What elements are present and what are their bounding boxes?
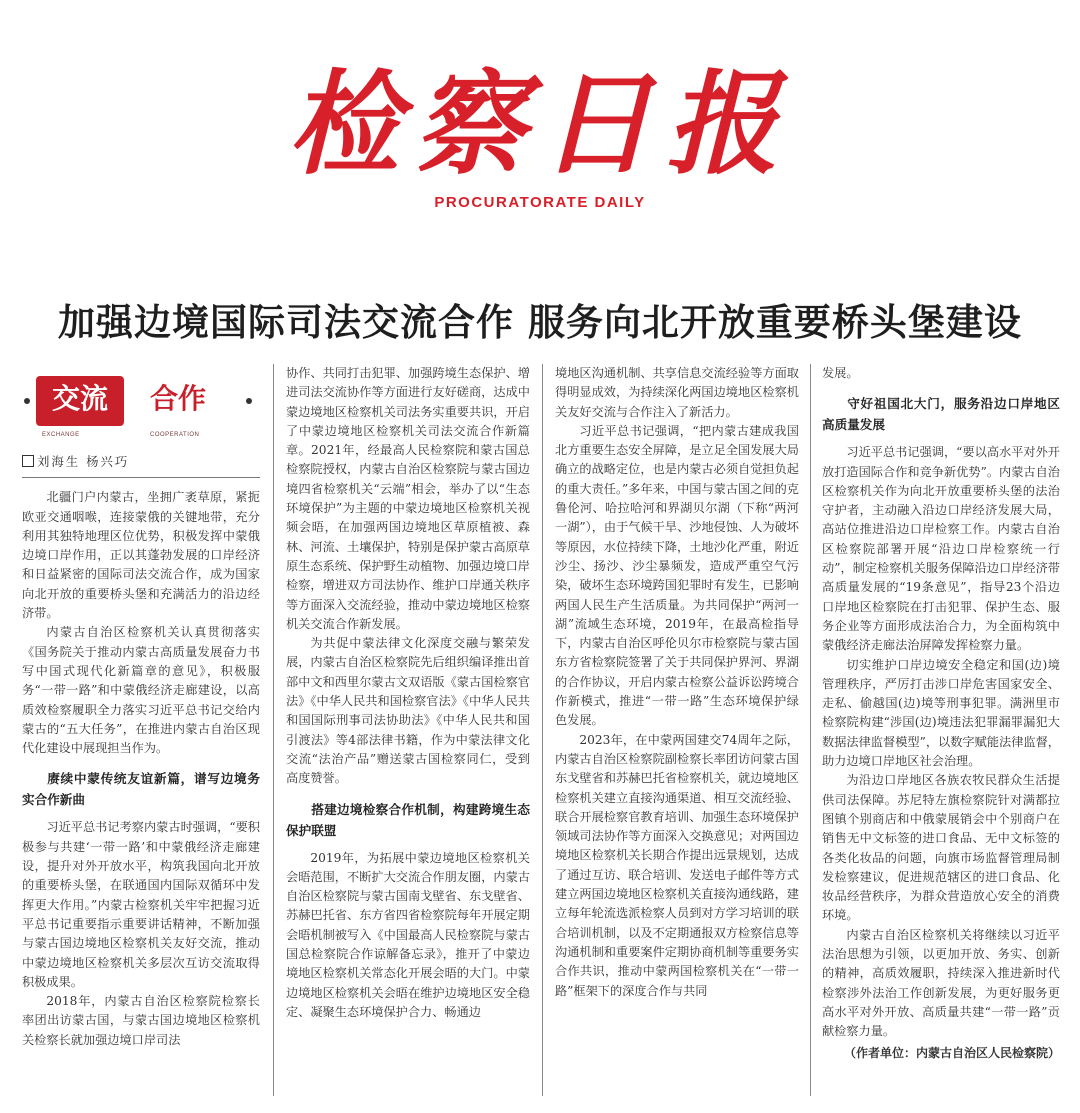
badge-right-label: 合作 bbox=[149, 382, 206, 415]
badge-right-en: COOPERATION bbox=[150, 432, 200, 438]
paragraph: 2018年，内蒙古自治区检察院检察长率团出访蒙古国，与蒙古国边境地区检察机关检察长就加强边境口岸司法 bbox=[22, 994, 260, 1047]
section-heading: 搭建边境检察合作机制，构建跨境生态保护联盟 bbox=[286, 801, 530, 838]
article-column-2 bbox=[286, 364, 530, 1022]
paragraph: 习近平总书记强调，“要以高水平对外开放打造国际合作和竞争新优势”。内蒙古自治区检察机关作为向北开放重要桥头堡的法治守护者，主动融入沿边口岸经济发展大局，高站位推进沿边口岸检察工作。内蒙古自治区检察院部署开展“沿边口岸检察统一行动”，制定检察机关服务保障沿边口岸经济带高质量发展的“19条意见”，指导23个沿边口岸地区检察院在打击犯罪、保护生态、服务企业等方面形成法治合力，为全面构筑中蒙俄经济走廊法治屏障发挥检察力量。 bbox=[822, 445, 1060, 653]
section-badge bbox=[22, 370, 260, 448]
paragraph: 协作、共同打击犯罪、加强跨境生态保护、增进司法交流协作等方面进行友好磋商，达成中蒙边境地区检察机关司法务实重要共识，开启了中蒙边境地区检察机关司法交流合作新篇章。2021年，经最高人民检察院和蒙古国总检察院授权，内蒙古自治区检察院与蒙古国边境四省检察机关“云端”相会，举办了以“生态环境保护”为主题的中蒙边境地区检察机关视频会晤，在加强两国边境地区草原植被、森林、河流、土壤保护，特别是保护蒙古高原草原生态系统、保护野生动植物、加强边境口岸检察，增进双方司法协作、维护口岸通关秩序等方面深入交流经验，推动中蒙边境地区检察机关交流合作新发展。 bbox=[286, 366, 530, 631]
paragraph: 为共促中蒙法律文化深度交融与繁荣发展，内蒙古自治区检察院先后组织编译推出首部中文和西里尔蒙古文双语版《蒙古国检察官法》《中华人民共和国检察官法》《中华人民共和国国际刑事司法协助法》《中华人民共和国引渡法》等4部法律书籍，作为中蒙法律文化交流“法治产品”赠送蒙古国检察同仁，受到高度赞誉。 bbox=[286, 636, 530, 786]
column-divider bbox=[542, 364, 543, 1096]
article-headline: 加强边境国际司法交流合作 服务向北开放重要桥头堡建设 bbox=[58, 301, 1022, 344]
paragraph: 内蒙古自治区检察机关将继续以习近平法治思想为引领，以更加开放、务实、创新的精神，高质效履职，持续深入推进新时代检察涉外法治工作创新发展，为更好服务更高水平对外开放、高质量共建“一带一路”贡献检察力量。 bbox=[822, 927, 1060, 1039]
article-column-3 bbox=[555, 364, 799, 1001]
article-column-1 bbox=[22, 368, 260, 1050]
author-names: 刘海生 杨兴巧 bbox=[37, 454, 130, 469]
byline bbox=[22, 452, 260, 478]
paragraph: 发展。 bbox=[822, 366, 859, 380]
paragraph: 北疆门户内蒙古，坐拥广袤草原，紧扼欧亚交通咽喉，连接蒙俄的关键地带，充分利用其独特地理区位优势，积极发挥中蒙俄边境口岸作用，正以其蓬勃发展的口岸经济和日益紧密的国际司法交流合作，成为国家向北开放的重要桥头堡和充满活力的沿边经济带。 bbox=[22, 490, 260, 621]
paragraph: 2019年，为拓展中蒙边境地区检察机关会晤范围，不断扩大交流合作朋友圈，内蒙古自治区检察院与蒙古国南戈壁省、东戈壁省、苏赫巴托省、东方省四省检察院每年开展定期会晤机制被写入《中国最高人民检察院与蒙古国总检察院合作谅解备忘录》，推开了中蒙边境地区检察机关常态化开展会晤的大门。中蒙边境地区检察机关会晤在维护边境地区安全稳定、凝聚生态环境保护合力、畅通边 bbox=[286, 850, 530, 1019]
paragraph: 习近平总书记考察内蒙古时强调，“要积极参与共建‘一带一路’和中蒙俄经济走廊建设，提升对外开放水平，构筑我国向北开放的重要桥头堡，在联通国内国际双循环中发挥更大作用。”内蒙古检察机关牢牢把握习近平总书记重要指示重要讲话精神，不断加强与蒙古国边境地区检察机关友好交流，推动中蒙边境地区检察机关多层次互访交流取得积极成果。 bbox=[22, 820, 260, 989]
square-icon bbox=[22, 455, 34, 467]
article-column-4 bbox=[822, 364, 1060, 1063]
section-heading: 赓续中蒙传统友谊新篇，谱写边境务实合作新曲 bbox=[22, 771, 260, 808]
paragraph: 为沿边口岸地区各族农牧民群众生活提供司法保障。苏尼特左旗检察院针对满都拉图镇个别商店和中俄蒙展销会中个别商户在销售无中文标签的进口食品、无中文标签的各类化妆品的问题，向旗市场监督管理局制发检察建议，促进规范辖区的进口食品、化妆品经营秩序，为群众营造放心安全的消费环境。 bbox=[822, 773, 1060, 923]
dot-icon bbox=[24, 398, 30, 404]
badge-left-label: 交流 bbox=[36, 376, 124, 426]
newspaper-logo: 检察日报 bbox=[288, 59, 792, 190]
dot-icon bbox=[246, 398, 252, 404]
paragraph: 内蒙古自治区检察机关认真贯彻落实《国务院关于推动内蒙古高质量发展奋力书写中国式现代化新篇章的意见》，积极服务“一带一路”和中蒙俄经济走廊建设，以高质效检察履职全力落实习近平总书记交给内蒙古的“五大任务”，在推进内蒙古自治区现代化建设中展现担当作为。 bbox=[22, 625, 260, 756]
masthead bbox=[0, 60, 1080, 211]
paragraph: 2023年，在中蒙两国建交74周年之际，内蒙古自治区检察院副检察长率团访问蒙古国东戈壁省和苏赫巴托省检察机关，就边境地区检察机关建立直接沟通渠道、相互交流经验、联合开展检察官教育培训、加强生态环境保护领域司法协作等方面深入交换意见；对两国边境地区检察机关长期合作提出远景规划，达成了通过互访、联合培训、发送电子邮件等方式建立两国边境地区检察机关直接沟通线路，建立每年轮流选派检察人员到对方学习培训的联合培训机制，以及不定期通报双方检察信息等沟通机制和重要案件定期协商机制等重要务实合作共识，推动中蒙两国检察机关在“一带一路”框架下的深度合作与共同 bbox=[555, 732, 799, 998]
newspaper-subtitle: PROCURATORATE DAILY bbox=[434, 194, 646, 211]
paragraph: 习近平总书记强调，“把内蒙古建成我国北方重要生态安全屏障，是立足全国发展大局确立的战略定位，也是内蒙古必须自觉担负起的重大责任。”多年来，中国与蒙古国之间的克鲁伦河、哈拉哈河和界湖贝尔湖（下称“两河一湖”），由于气候干旱、沙地侵蚀、人为破坏等原因，水位持续下降，土地沙化严重，附近沙尘、扬沙、沙尘暴频发，造成严重空气污染，破坏生态环境跨国犯罪时有发生，已影响两国人民生产生活质量。为共同保护“两河一湖”流域生态环境，2019年，在最高检指导下，内蒙古自治区呼伦贝尔市检察院与蒙古国东方省检察院签署了关于共同保护界河、界湖的合作协议，开启内蒙古检察公益诉讼跨境合作新模式，推进“一带一路”生态环境保护绿色发展。 bbox=[555, 423, 799, 728]
paragraph: 境地区沟通机制、共享信息交流经验等方面取得明显成效，为持续深化两国边境地区检察机关友好交流与合作注入了新活力。 bbox=[555, 366, 799, 419]
column-divider bbox=[273, 364, 274, 1096]
paragraph: 切实维护口岸边境安全稳定和国(边)境管理秩序，严厉打击涉口岸危害国家安全、走私、偷越国(边)境等刑事犯罪。满洲里市检察院构建“涉国(边)境违法犯罪漏罪漏犯大数据法律监督模型”，以数字赋能法律监督，助力边境口岸地区社会治理。 bbox=[822, 657, 1060, 769]
badge-left-en: EXCHANGE bbox=[42, 432, 80, 438]
column-divider bbox=[810, 364, 811, 1096]
author-affiliation: （作者单位：内蒙古自治区人民检察院） bbox=[843, 1045, 1060, 1060]
section-heading: 守好祖国北大门，服务沿边口岸地区高质量发展 bbox=[822, 396, 1060, 433]
